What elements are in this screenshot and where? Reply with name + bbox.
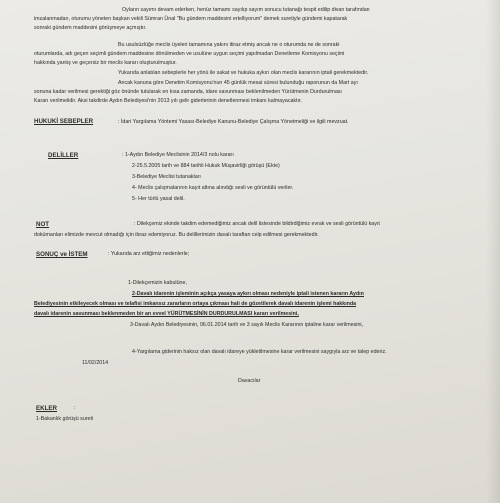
- deliller-item: 2-25.5.2005 tarih ve 884 tarihli Hukuk Müşavirliği görüşü (Ekte): [132, 163, 280, 169]
- istem-item-4: 4-Yargılama giderinin haksız olan davalı idareye yükletilmesine karar verilmesini saygıyla arz ve talep ederiz.: [132, 349, 387, 355]
- not-line-1: : Dilekçemiz ekinde takdim edemediğimiz ancak delil listesinde bildirdiğimiz evrak ve sesli görüntülü kayıt: [134, 221, 380, 227]
- intro-line-5: oturumlarda, adı geçen seçimli gündem maddesine dönülmeden ve usulüne uygun seçimi yapılmadan Denetleme Komisyonu seçimi: [34, 51, 345, 57]
- page-edge-shadow: [486, 0, 500, 503]
- deliller-item: 4- Meclis çalışmalarının kayıt altına alındığı sesli ve görüntülü veriler.: [132, 185, 294, 191]
- istem-item-2-line-1: 2-Davalı idarenin işleminin açıkça yasaya aykırı olması nedeniyle iptali istenen kararın Aydın: [132, 291, 364, 297]
- signer-label: Davacılar: [238, 378, 261, 384]
- intro-line-3: sonraki gündem maddesini görüşmeye açmıştır.: [34, 25, 147, 31]
- intro-line-9: sonuna kadar verilmesi gerektiği göz önünde tutularak en kısa zamanda, idare savunması beklenilmeden Yürütmenin Durdurulması: [34, 89, 342, 95]
- not-heading: NOT: [36, 221, 50, 228]
- petition-date: 11/02/2014: [82, 360, 109, 366]
- istem-item-3: 3-Davalı Aydın Belediyesinin, 06.01.2014 tarih ve 3 sayılı Meclis Kararının iptaline karar verilmesini,: [130, 322, 364, 328]
- ekler-item-1: 1-Bakanlık görüşü sureti: [36, 416, 94, 422]
- istem-item-2-line-2: Belediyesinin etkileyecek olması ve telafisi imkansız zararların ortaya çıkması hali de gözetilerek davalı idarenin işlemi hakkında: [34, 301, 357, 307]
- deliller-item: 5- Her türlü yasal delil.: [132, 196, 185, 202]
- sonuc-istem-heading: SONUÇ ve İSTEM: [36, 251, 88, 258]
- deliller-item: 3-Belediye Meclisi tutanakları: [132, 174, 201, 180]
- sonuc-intro: : Yukarıda arz ettiğimiz nedenlerle;: [108, 251, 190, 257]
- intro-line-6: hakkında yanlış ve geçersiz bir meclis kararı oluşturulmuştur.: [34, 60, 177, 66]
- ekler-colon: :: [74, 405, 76, 411]
- hukuki-sebepler-heading: HUKUKİ SEBEPLER: [34, 118, 94, 125]
- istem-item-1: 1-Dilekçemizin kabulüne,: [128, 280, 187, 286]
- intro-line-7: Yukarıda anlatılan sebeplerle her yönü ile sakat ve hukuka aykırı olan meclis kararının iptali gerekmektedir.: [118, 70, 369, 76]
- deliller-heading: DELİLLER: [48, 152, 79, 159]
- istem-item-2-line-3: davalı idarenin savunması beklenmeden bir an evvel YÜRÜTMESİNİN DURDURULMASI kararı verilmesini,: [34, 311, 299, 317]
- intro-line-10: Kararı verilmelidir. Aksi takdirde Aydın Belediyesi'nin 2013 yılı gelir giderlerinin denetlenmesi imkanı kalmayacaktır.: [34, 98, 302, 104]
- intro-line-1: Oyların sayımı devam ederken, henüz tamamı sayılıp sayım sonucu tutanağı tespit edilip divan tarafından: [122, 7, 370, 13]
- intro-line-8: Ancak kanuna göre Denetim Komisyonu'nun 45 günlük mesai süresi bulunduğu raporunun da Mart ayı: [118, 80, 358, 86]
- deliller-item: : 1-Aydın Belediye Meclisinin 2014/3 nolu kararı: [122, 152, 234, 158]
- not-line-2: dokümanları elimizde mevcut olmadığı için ibraz edemiyoruz. Bu delillerimizin davalı taraftan celp edilmesi gerekmektedir.: [34, 232, 319, 238]
- intro-line-2: imzalanmadan, oturumu yöneten başkan vekili Sümran Ünal "Bu gündem maddesini ertelliyorum" demek suretiyle gündemi kapatarak: [34, 16, 348, 22]
- hukuki-sebepler-text: : İdari Yargılama Yöntemi Yasası-Belediye Kanunu-Belediye Çalışma Yönetmeliği ve ilgili mevzuat.: [118, 119, 349, 125]
- intro-line-4: Bu usulsüzlüğe meclis üyeleri tamamına yakını itiraz etmiş ancak ne o oturumda ne de sonraki: [118, 42, 340, 48]
- ekler-heading: EKLER: [36, 405, 57, 412]
